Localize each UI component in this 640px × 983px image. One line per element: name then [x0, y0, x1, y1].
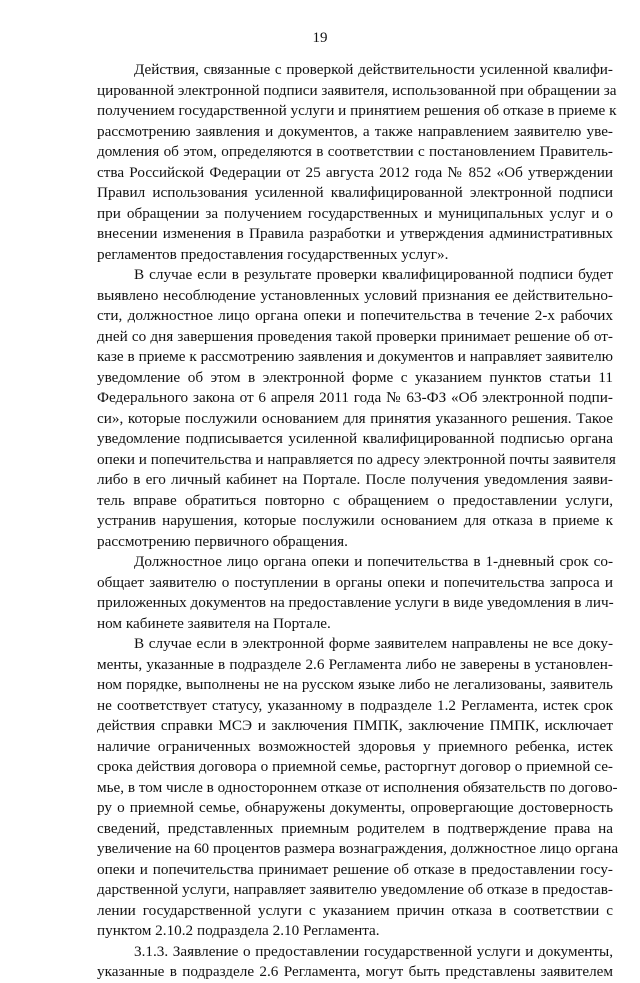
text-line: ном порядке, выполнены не на русском языке либо не легализованы, заявитель [97, 676, 613, 693]
text-line: действия справки МСЭ и заключения ПМПК, заключение ПМПК, исключает [97, 717, 613, 734]
text-line: Действия, связанные с проверкой действительности усиленной квалифи- [134, 61, 613, 78]
text-line: сти, должностное лицо органа опеки и попечительства в течение 2-х рабочих [97, 307, 613, 324]
text-line: уведомление подписывается усиленной квалифицированной подписью органа [97, 430, 613, 447]
text-line: общает заявителю о поступлении в органы опеки и попечительства запроса и [97, 573, 613, 591]
text-line: опеки и попечительства принимает решение об отказе в предоставлении госу- [97, 860, 613, 878]
paragraph [97, 634, 619, 942]
text-line: си», которые послужили основанием для принятия указанного решения. Такое [97, 409, 613, 427]
text-line: не соответствует статусу, указанному в подразделе 1.2 Регламента, истек срок [97, 696, 613, 714]
text-line: либо в его личный кабинет на Портале. После получения уведомления заяви- [97, 471, 613, 488]
paragraph [97, 60, 617, 265]
text-line: ства Российской Федерации от 25 августа 2012 года № 852 «Об утверждении [97, 163, 613, 181]
text-line: Должностное лицо органа опеки и попечительства в 1-дневный срок со- [134, 553, 613, 570]
text-line: ру о приемной семье, обнаружены документы, опровергающие достоверность [97, 799, 613, 816]
text-line: цированной электронной подписи заявителя, использованной при обращении за [97, 81, 617, 99]
text-line: уведомление об этом в электронной форме с указанием пунктов статьи 11 [97, 368, 613, 386]
text-line: рассмотрению первичного обращения. [97, 532, 348, 550]
text-line: при обращении за получением государственных и муниципальных услуг и о [97, 204, 613, 222]
text-line: указанные в подразделе 2.6 Регламента, могут быть представлены заявителем [97, 963, 613, 980]
paragraph [97, 552, 613, 634]
text-line: тель вправе обратиться повторно с обращением о предоставлении услуги, [97, 491, 613, 509]
text-line: приложенных документов на предоставление услуги в виде уведомления в лич- [97, 594, 614, 611]
body-text [97, 60, 619, 983]
paragraph [97, 265, 616, 552]
text-line: В случае если в электронной форме заявителем направлены не все доку- [134, 635, 613, 652]
text-line: домления об этом, определяются в соответствии с постановлением Правитель- [97, 143, 613, 160]
text-line: получением государственной услуги и принятием решения об отказе в приеме к [97, 102, 617, 119]
text-line: пунктом 2.10.2 подраздела 2.10 Регламента. [97, 922, 380, 939]
text-line: рассмотрению заявления и документов, а также направлением заявителю уве- [97, 122, 613, 140]
text-line: В случае если в результате проверки квалифицированной подписи будет [134, 266, 613, 283]
text-line: менты, указанные в подразделе 2.6 Регламента либо не заверены в установлен- [97, 655, 613, 673]
text-line: 3.1.3. Заявление о предоставлении государственной услуги и документы, [134, 942, 613, 960]
text-line: ном кабинете заявителя на Портале. [97, 614, 331, 632]
text-line: лении государственной услуги с указанием причин отказа в соответствии с [97, 901, 613, 919]
text-line: казе в приеме к рассмотрению заявления и документов и направляет заявителю [97, 348, 613, 365]
text-line: мье, в том числе в одностороннем отказе от исполнения обязательств по догово- [97, 778, 618, 796]
text-line: сведений, представленных приемным родителем в подтверждение права на [97, 819, 613, 837]
page-number: 19 [312, 30, 328, 46]
text-line: дней со дня завершения проведения такой проверки принимает решение об от- [97, 327, 613, 345]
text-line: дарственной услуги, направляет заявителю уведомление об отказе в предостав- [97, 881, 613, 898]
paragraph [97, 942, 613, 983]
text-line: срока действия договора о приемной семье, расторгнут договор о приемной се- [97, 758, 613, 775]
text-line: устранив нарушения, которые послужили основанием для отказа в приеме к [97, 512, 613, 529]
text-line: Правил использования усиленной квалифицированной электронной подписи [97, 184, 613, 201]
text-line: внесении изменения в Правила разработки и утверждения административных [97, 225, 613, 242]
text-line: выявлено несоблюдение установленных условий признания ее действительно- [97, 286, 613, 304]
text-line: регламентов предоставления государственных услуг». [97, 245, 449, 263]
text-line: опеки и попечительства и направляется по адресу электронной почты заявителя [97, 450, 616, 468]
text-line: Федерального закона от 6 апреля 2011 года № 63-ФЗ «Об электронной подпи- [97, 389, 613, 406]
text-line: увеличение на 60 процентов размера вознаграждения, должностное лицо органа [97, 840, 619, 857]
text-line: наличие ограниченных возможностей здоровья у приемного ребенка, истек [97, 737, 613, 755]
